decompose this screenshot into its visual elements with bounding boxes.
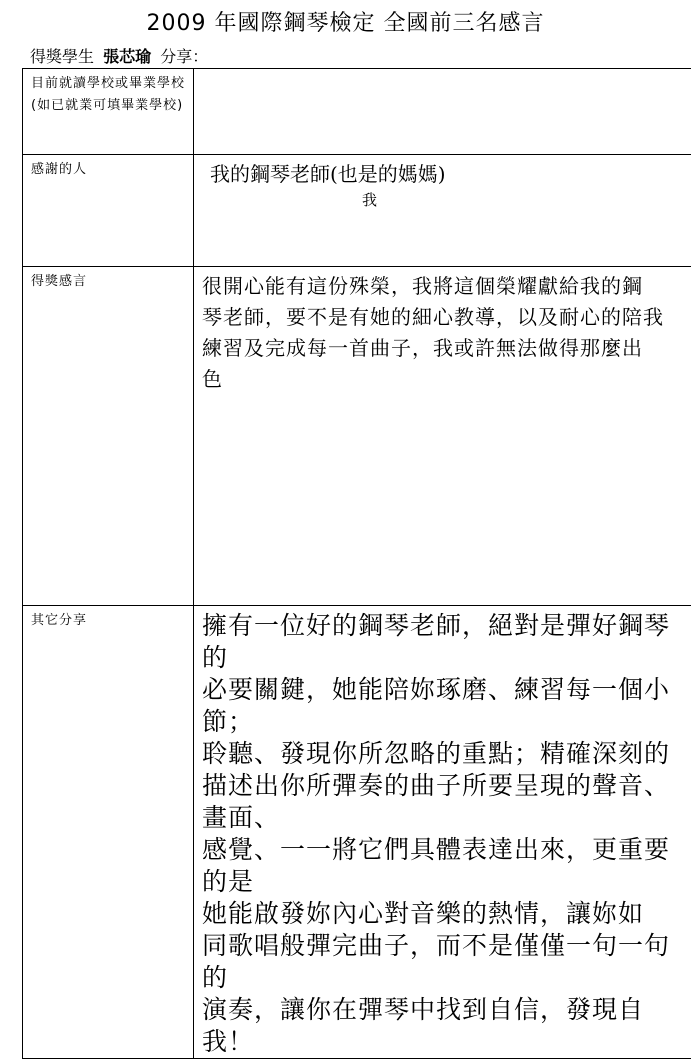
row-thanks <box>23 155 691 267</box>
award-feeling-line: 很開心能有這份殊榮，我將這個榮耀獻給我的鋼 <box>202 271 691 302</box>
thanks-note: 我 <box>362 185 377 215</box>
other-share-label: 其它分享 <box>23 606 194 1059</box>
award-feeling-content <box>194 267 691 606</box>
share-label: 分享： <box>160 47 208 66</box>
school-label: 目前就讀學校或畢業學校(如已就業可填畢業學校) <box>23 69 194 155</box>
other-share-line: 擁有一位好的鋼琴老師，絕對是彈好鋼琴的 <box>202 610 691 674</box>
document-title: 2009 年國際鋼琴檢定 全國前三名感言 <box>0 6 691 37</box>
other-share-line: 描述出你所彈奏的曲子所要呈現的聲音、畫面、 <box>202 770 691 834</box>
other-share-line: 同歌唱般彈完曲子，而不是僅僅一句一句的 <box>202 930 691 994</box>
thanks-label: 感謝的人 <box>23 155 194 267</box>
student-label: 得獎學生 <box>30 47 94 66</box>
other-share-content <box>194 606 691 1059</box>
student-name: 張芯瑜 <box>103 47 151 66</box>
other-share-line: 必要關鍵，她能陪妳琢磨、練習每一個小節； <box>202 674 691 738</box>
other-share-line: 感覺、一一將它們具體表達出來，更重要的是 <box>202 834 691 898</box>
award-form-table <box>22 68 691 1059</box>
school-content <box>194 69 691 155</box>
award-feeling-label: 得獎感言 <box>23 267 194 606</box>
thanks-content <box>194 155 691 267</box>
award-feeling-line: 琴老師，要不是有她的細心教導，以及耐心的陪我 <box>202 302 691 333</box>
other-share-line: 演奏，讓你在彈琴中找到自信，發現自我！ <box>202 994 691 1058</box>
row-other-share <box>23 606 691 1059</box>
award-feeling-line: 色 <box>202 364 691 395</box>
thanks-text: 我的鋼琴老師(也是的媽媽) <box>210 162 446 186</box>
other-share-line: 她能啟發妳內心對音樂的熱情，讓妳如 <box>202 898 691 930</box>
student-line <box>30 44 208 67</box>
other-share-line: 聆聽、發現你所忽略的重點；精確深刻的 <box>202 738 691 770</box>
row-school <box>23 69 691 155</box>
row-award-feeling <box>23 267 691 606</box>
award-feeling-line: 練習及完成每一首曲子，我或許無法做得那麼出 <box>202 333 691 364</box>
